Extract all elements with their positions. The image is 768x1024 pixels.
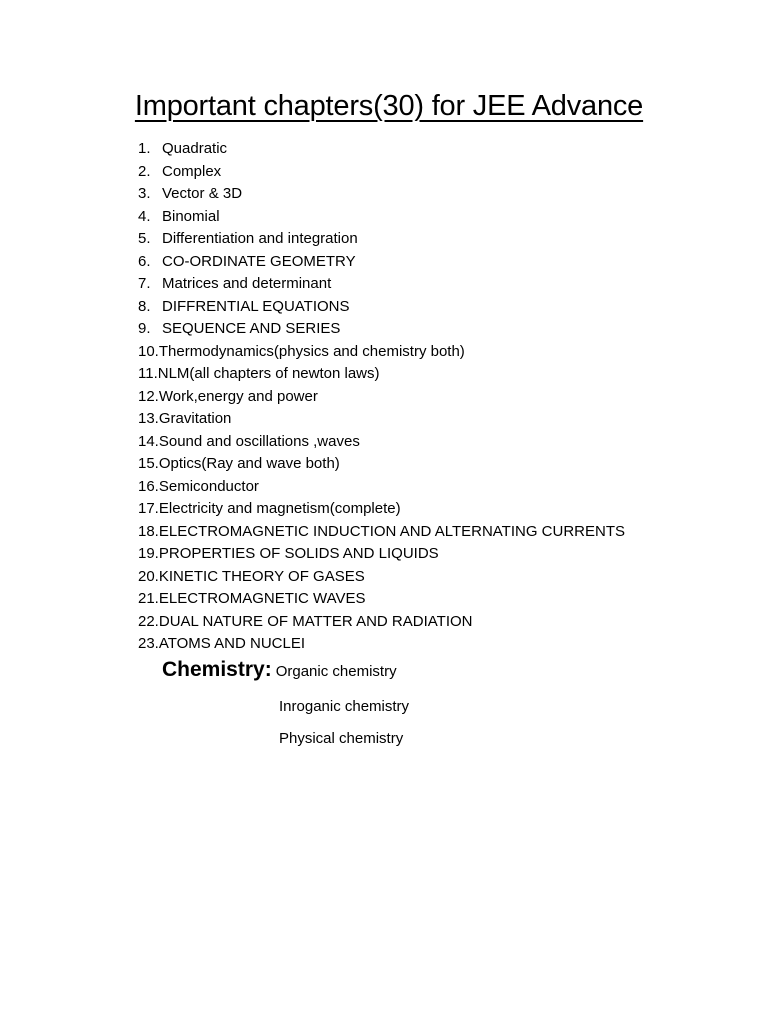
list-item-number: 12. [138,387,159,405]
list-item [138,206,625,229]
chemistry-item-inorganic: Inroganic chemistry [279,698,410,715]
chapter-list [138,138,625,656]
list-item-number: 7. [138,275,151,292]
list-item-text: Complex [162,162,222,180]
list-item [138,611,625,634]
list-item-number: 18. [138,522,159,540]
list-item-text: DIFFRENTIAL EQUATIONS [162,297,350,315]
list-item-number: 1. [138,140,151,157]
list-item [138,453,625,476]
list-item-number: 22. [138,612,159,630]
list-item-number: 17. [138,500,159,517]
chemistry-item-physical: Physical chemistry [279,730,404,747]
list-item-number: 15. [138,455,159,472]
list-item-number: 6. [138,252,151,270]
document-title: Important chapters(30) for JEE Advance [134,90,644,122]
list-item [138,566,625,589]
list-item-text: Quadratic [162,140,228,157]
list-item [138,296,625,319]
list-item-number: 23. [138,635,159,652]
list-item [138,521,625,544]
list-item [138,543,625,566]
list-item-text: ATOMS AND NUCLEI [158,635,305,652]
list-item-text: ELECTROMAGNETIC INDUCTION AND ALTERNATING CURRENTS [158,522,626,540]
list-item-text: CO-ORDINATE GEOMETRY [162,252,356,270]
list-item-number: 13. [138,410,159,427]
list-item [138,251,625,274]
list-item [138,498,625,521]
chemistry-label: Chemistry: [162,658,272,681]
list-item-number: 8. [138,297,151,315]
list-item-text: Matrices and determinant [162,275,332,292]
list-item-number: 4. [138,207,151,225]
list-item-number: 16. [138,477,159,495]
list-item-text: NLM(all chapters of newton laws) [157,365,380,382]
list-item-number: 20. [138,567,159,585]
list-item-text: Electricity and magnetism(complete) [158,500,401,517]
list-item-text: Binomial [162,207,220,225]
list-item-text: DUAL NATURE OF MATTER AND RADIATION [158,612,473,630]
list-item-text: Semiconductor [158,477,259,495]
list-item-text: Optics(Ray and wave both) [158,455,340,472]
list-item-number: 5. [138,230,151,247]
list-item-text: SEQUENCE AND SERIES [162,320,341,337]
list-item [138,476,625,499]
list-item [138,633,625,656]
list-item [138,228,625,251]
list-item [138,341,625,364]
list-item [138,273,625,296]
list-item-number: 14. [138,432,159,450]
list-item [138,138,625,161]
list-item-number: 9. [138,320,151,337]
list-item-number: 11. [138,365,158,382]
list-item-number: 19. [138,545,159,562]
chemistry-section [162,656,397,686]
list-item-number: 3. [138,185,151,202]
list-item [138,183,625,206]
list-item-text: Differentiation and integration [162,230,358,247]
list-item [138,363,625,386]
list-item [138,408,625,431]
list-item [138,588,625,611]
list-item-text: Vector & 3D [162,185,243,202]
list-item-text: Thermodynamics(physics and chemistry both) [158,342,465,360]
list-item-text: KINETIC THEORY OF GASES [158,567,365,585]
list-item [138,431,625,454]
chemistry-item-organic: Organic chemistry [275,663,397,680]
list-item-text: Sound and oscillations ,waves [158,432,360,450]
list-item-text: PROPERTIES OF SOLIDS AND LIQUIDS [158,545,439,562]
list-item-number: 2. [138,162,151,180]
list-item [138,386,625,409]
list-item-number: 21. [138,590,159,607]
list-item [138,161,625,184]
list-item-text: ELECTROMAGNETIC WAVES [158,590,366,607]
list-item-text: Work,energy and power [158,387,318,405]
list-item-number: 10. [138,342,159,360]
list-item-text: Gravitation [158,410,232,427]
list-item [138,318,625,341]
